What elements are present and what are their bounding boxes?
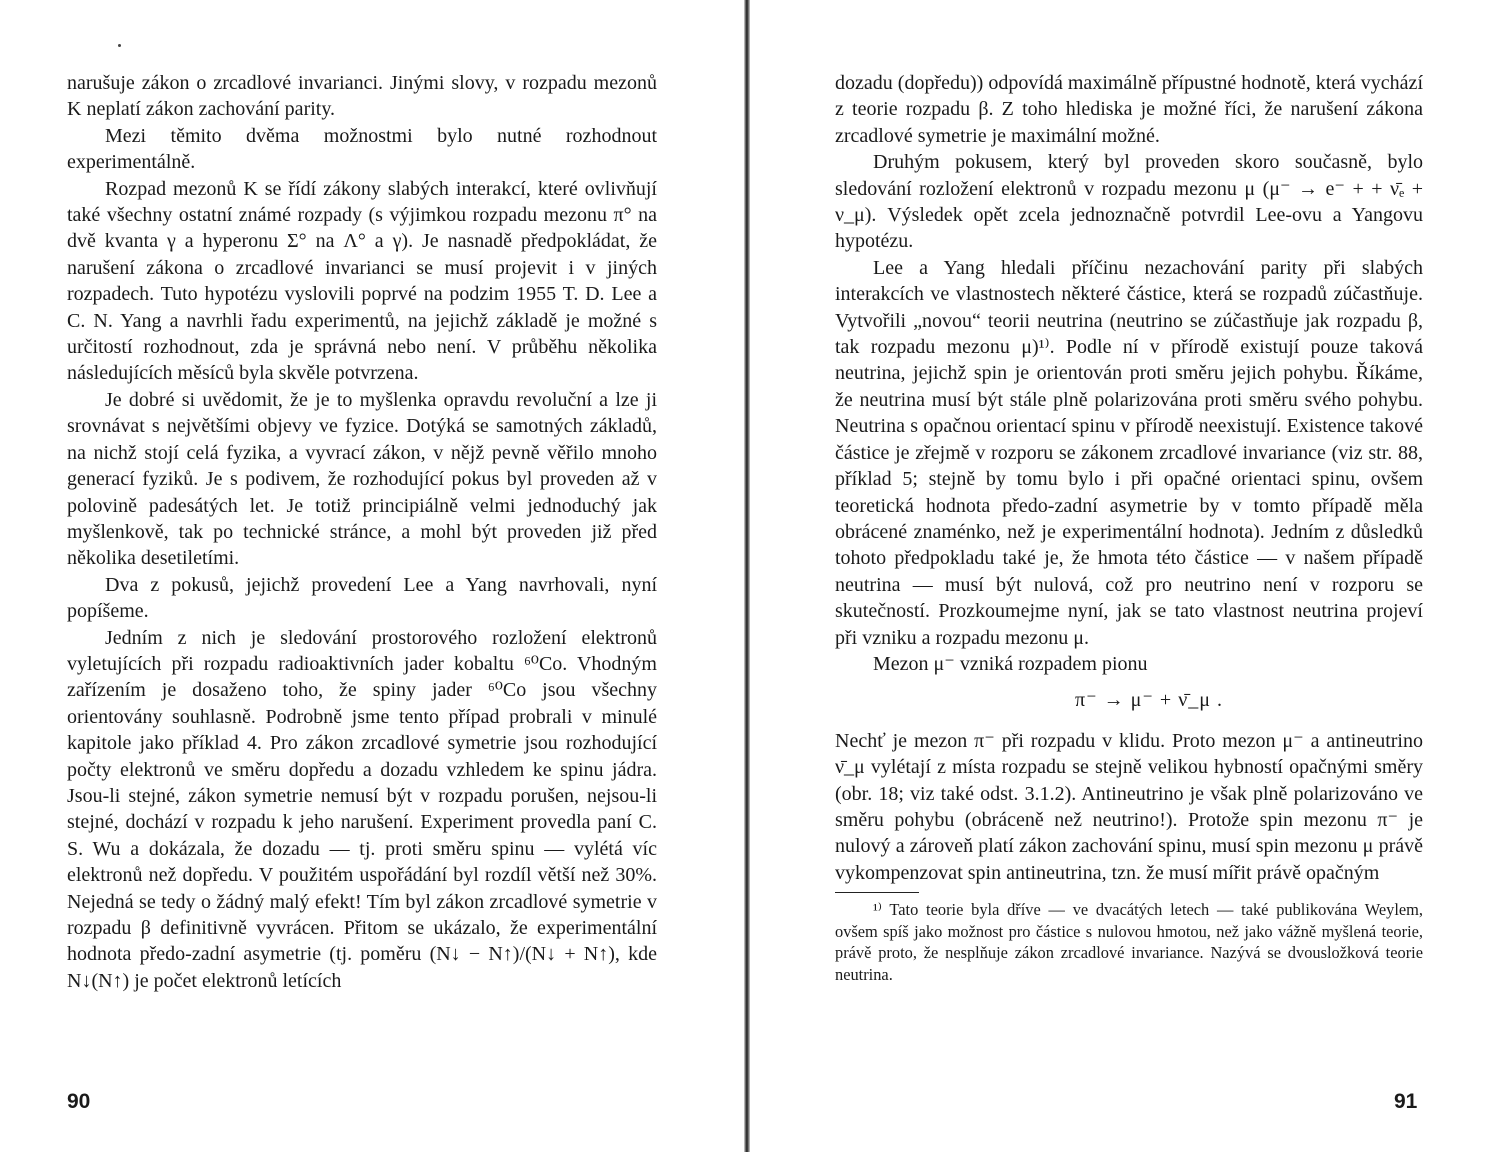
paragraph: Dva z pokusů, jejichž provedení Lee a Yang navrhovali, nyní popíšeme. [67,573,657,623]
paragraph: Nechť je mezon π⁻ při rozpadu v klidu. Proto mezon μ⁻ a antineutrino ν̄_μ vylétají z místa rozpadu se stejně velikou hybností opačnými směry (obr. 18; viz také odst. 3.1.2). Antineutrino je však plně polarizováno ve směru pohybu (obráceně než neutrino!). Protože spin mezonu π⁻ je nulový a zároveň platí zákon zachování spinu, musí spin mezonu μ právě vykompenzovat spin antineutrina, tzn. že musí mířit právě opačným [835,729,1423,884]
paragraph: dozadu (dopředu)) odpovídá maximálně přípustné hodnotě, která vychází z teorie rozpadu β. Z toho hlediska je možné říci, že narušení zákona zrcadlové symetrie je maximální možné. [835,72,1423,147]
paragraph: narušuje zákon o zrcadlové invarianci. Jinými slovy, v rozpadu mezonů K neplatí zákon zachování parity. [67,72,657,121]
paragraph: Druhým pokusem, který byl proveden skoro současně, bylo sledování rozložení elektronů v rozpadu mezonu μ (μ⁻ → e⁻ + + ν̄ₑ + ν_μ). Výsledek opět zcela jednoznačně potvrdil Lee-ovu a Yangovu hypotézu. [835,151,1423,253]
paragraph: Mezi těmito dvěma možnostmi bylo nutné rozhodnout experimentálně. [67,124,657,174]
paragraph: Je dobré si uvědomit, že je to myšlenka opravdu revoluční a lze ji srovnávat s největšími objevy ve fyzice. Dotýká se samotných základů, na nichž stojí celá fyzika, a vyvrací zákon, v nějž pevně věřilo mnoho generací fyziků. Je s podivem, že rozhodující pokus byl proveden až v polovině padesátých let. Je totiž principiálně velmi jednoduchý jak myšlenkově, tak po technické stránce, a mohl být proveden již před několika desetiletími. [67,388,657,570]
page-number: 91 [1394,1090,1418,1113]
right-page [750,0,1506,1152]
paragraph: Lee a Yang hledali příčinu nezachování parity při slabých interakcích ve vlastnostech některé částice, která se rozpadů zúčastňuje. Vytvořili „novou“ teorii neutrina (neutrino se zúčastňuje jak rozpadu β, tak rozpadu mezonu μ)¹⁾. Podle ní v přírodě existují pouze taková neutrina, jejichž spin je orientován proti směru jejich pohybu. Říkáme, že neutrina musí být stále plně polarizována proti směru svého pohybu. Neutrina s opačnou orientací spinu v přírodě neexistují. Existence takové částice je zřejmě v rozporu se zákonem zrcadlové invariance (viz str. 88, příklad 5; stejně by tomu bylo i při opačné orientaci spinu, ovšem teoretická hodnota předo-zadní asymetrie by v tomto případě měla obrácené znaménko, než je experimentální hodnota). Jedním z důsledků tohoto předpokladu také je, že hmota této částice — v našem případě neutrina — musí být nulová, což pro neutrino není v rozporu se skutečností. Prozkoumejme nyní, jak se tato vlastnost neutrina projeví při vzniku a rozpadu mezonu μ. [835,256,1423,649]
right-page-text [835,70,1423,985]
footnote: ¹⁾ Tato teorie byla dříve — ve dvacátých letech — také publikována Weylem, ovšem spíš jako možnost pro částice s nulovou hmotou, než jako vážně myšlená teorie, právě proto, že nesplňuje zákon zrcadlové invariance. Nazývá se dvousložková teorie neutrina. [835,900,1423,984]
equation-text: π⁻ → μ⁻ + ν̄_μ . [1075,689,1223,712]
paragraph: Jedním z nich je sledování prostorového rozložení elektronů vyletujících při rozpadu radioaktivních jader kobaltu ⁶⁰Co. Vhodným zařízením je dosaženo toho, že spiny jader ⁶⁰Co jsou všechny orientovány souhlasně. Podrobně jsme tento případ probrali v minulé kapitole jako příklad 4. Pro zákon zrcadlové symetrie jsou rozhodující počty elektronů ve směru dopředu a dozadu vzhledem ke spinu jádra. Jsou-li stejné, zákon symetrie nemusí být v rozpadu porušen, nejsou-li stejné, dochází v rozpadu k jeho narušení. Experiment provedla paní C. S. Wu a dokázala, že dozadu — tj. proti směru spinu — vylétá víc elektronů než dopředu. V použitém uspořádání byl rozdíl větší než 30%. Nejedná se tedy o žádný malý efekt! Tím byl zákon zrcadlové symetrie v rozpadu β definitivně vyvrácen. Přitom se ukázalo, že experimentální hodnota předo-zadní asymetrie (tj. poměru (N↓ − N↑)/(N↓ + N↑), kde N↓(N↑) je počet elektronů letících [67,626,657,992]
paragraph: Mezon μ⁻ vzniká rozpadem pionu [873,652,1148,675]
footnote-rule [835,892,919,893]
left-page [0,0,744,1152]
left-page-text [67,70,657,994]
print-speck [118,44,121,47]
page-number: 90 [67,1090,91,1113]
paragraph: Rozpad mezonů K se řídí zákony slabých interakcí, které ovlivňují také všechny ostatní známé rozpady (s výjimkou rozpadu mezonu π° na dvě kvanta γ a hyperonu Σ° na Λ° a γ). Je nasnadě předpokládat, že narušení zákona o zrcadlové invarianci se musí projevit i v jiných rozpadech. Tuto hypotézu vyslovili poprvé na podzim 1955 T. D. Lee a C. N. Yang a navrhli řadu experimentů, na jejichž základě je možné s určitostí rozhodnout, zda je správná nebo není. V průběhu několika následujících měsíců byla skvěle potvrzena. [67,177,657,385]
equation [835,687,1423,713]
